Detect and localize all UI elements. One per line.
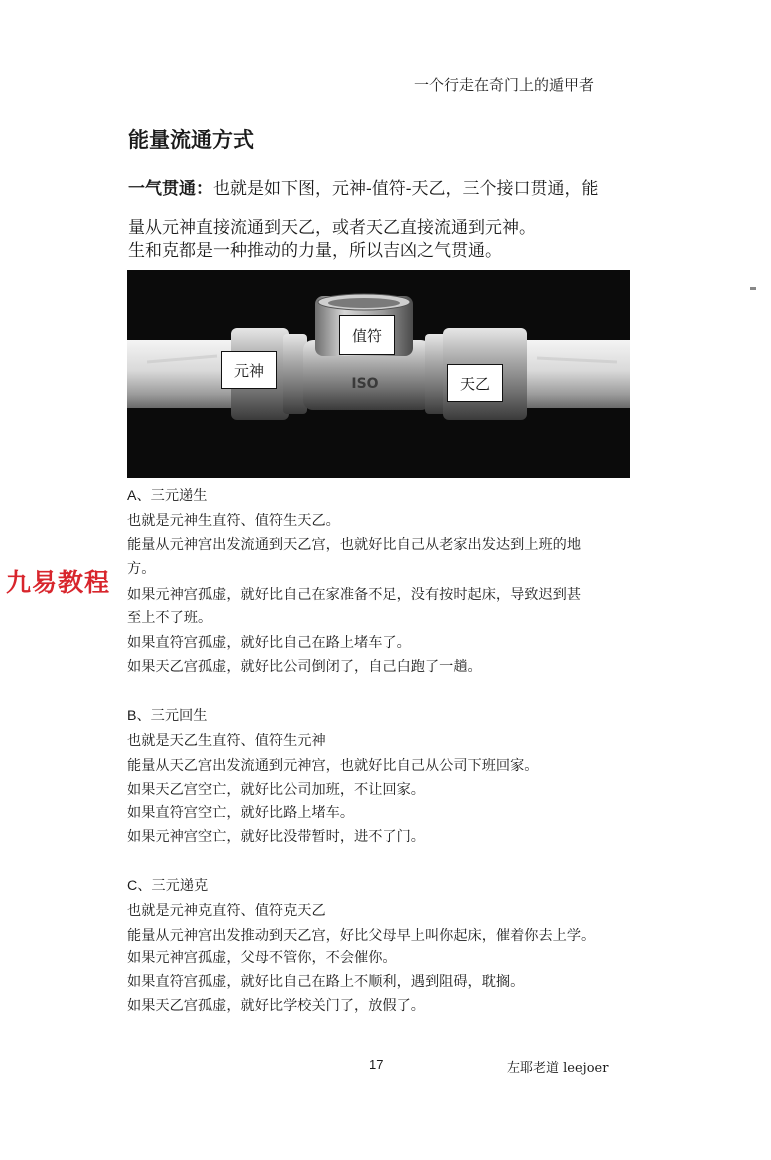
running-header: 一个行走在奇门上的遁甲者 [414, 76, 595, 94]
section-c-line: 也就是元神克直符、值符克天乙 [127, 903, 326, 919]
section-b-heading: B、三元回生 [127, 708, 208, 724]
section-a-line: 如果元神宫孤虚，就好比自己在家准备不足，没有按时起床，导致迟到甚 [127, 587, 582, 603]
intro-line-1 [128, 177, 599, 201]
section-c-line: 能量从元神宫出发推动到天乙宫，好比父母早上叫你起床，催着你去上学。 [127, 928, 596, 944]
page-title: 能量流通方式 [128, 128, 254, 152]
label-tianyi: 天乙 [447, 364, 503, 402]
intro-term: 一气贯通： [128, 179, 213, 199]
iso-mark: ISO [351, 376, 379, 392]
right-pipe [519, 340, 630, 408]
watermark: 九易教程 [6, 563, 110, 599]
pipe-fitting-illustration [127, 270, 630, 478]
section-c-line: 如果天乙宫孤虚，就好比学校关门了，放假了。 [127, 998, 425, 1014]
section-b-line: 如果天乙宫空亡，就好比公司加班，不让回家。 [127, 782, 425, 798]
section-b-line: 如果直符宫空亡，就好比路上堵车。 [127, 805, 355, 821]
section-c-heading: C、三元递克 [127, 878, 209, 894]
section-a-line: 方。 [127, 561, 156, 577]
label-zhifu: 值符 [339, 315, 395, 355]
section-c-line: 如果元神宫孤虚，父母不管你，不会催你。 [127, 950, 397, 966]
section-b-line: 如果元神宫空亡，就好比没带暂时，进不了门。 [127, 829, 425, 845]
section-c-line: 如果直符宫孤虚，就好比自己在路上不顺利，遇到阻碍，耽搁。 [127, 974, 525, 990]
intro-line-3: 生和克都是一种推动的力量，所以吉凶之气贯通。 [128, 241, 502, 261]
label-yuanshen: 元神 [221, 351, 277, 389]
section-a-line: 至上不了班。 [127, 610, 213, 626]
intro-line-1-text: 也就是如下图，元神-值符-天乙，三个接口贯通，能 [213, 179, 599, 199]
section-a-line: 如果天乙宫孤虚，就好比公司倒闭了，自己白跑了一趟。 [127, 659, 482, 675]
footer-author: 左耶老道 leejoer [507, 1061, 609, 1076]
section-b-line: 也就是天乙生直符、值符生元神 [127, 733, 326, 749]
section-a-heading: A、三元递生 [127, 488, 208, 504]
scan-speck [750, 287, 756, 290]
section-a-line: 能量从元神宫出发流通到天乙宫，也就好比自己从老家出发达到上班的地 [127, 537, 582, 553]
section-a-line: 也就是元神生直符、值符生天乙。 [127, 513, 340, 529]
section-a-line: 如果直符宫孤虚，就好比自己在路上堵车了。 [127, 635, 411, 651]
page-number: 17 [369, 1057, 384, 1072]
intro-line-2: 量从元神直接流通到天乙，或者天乙直接流通到元神。 [128, 218, 536, 238]
section-b-line: 能量从天乙宫出发流通到元神宫，也就好比自己从公司下班回家。 [127, 758, 539, 774]
pipe-fitting-figure [127, 270, 630, 478]
